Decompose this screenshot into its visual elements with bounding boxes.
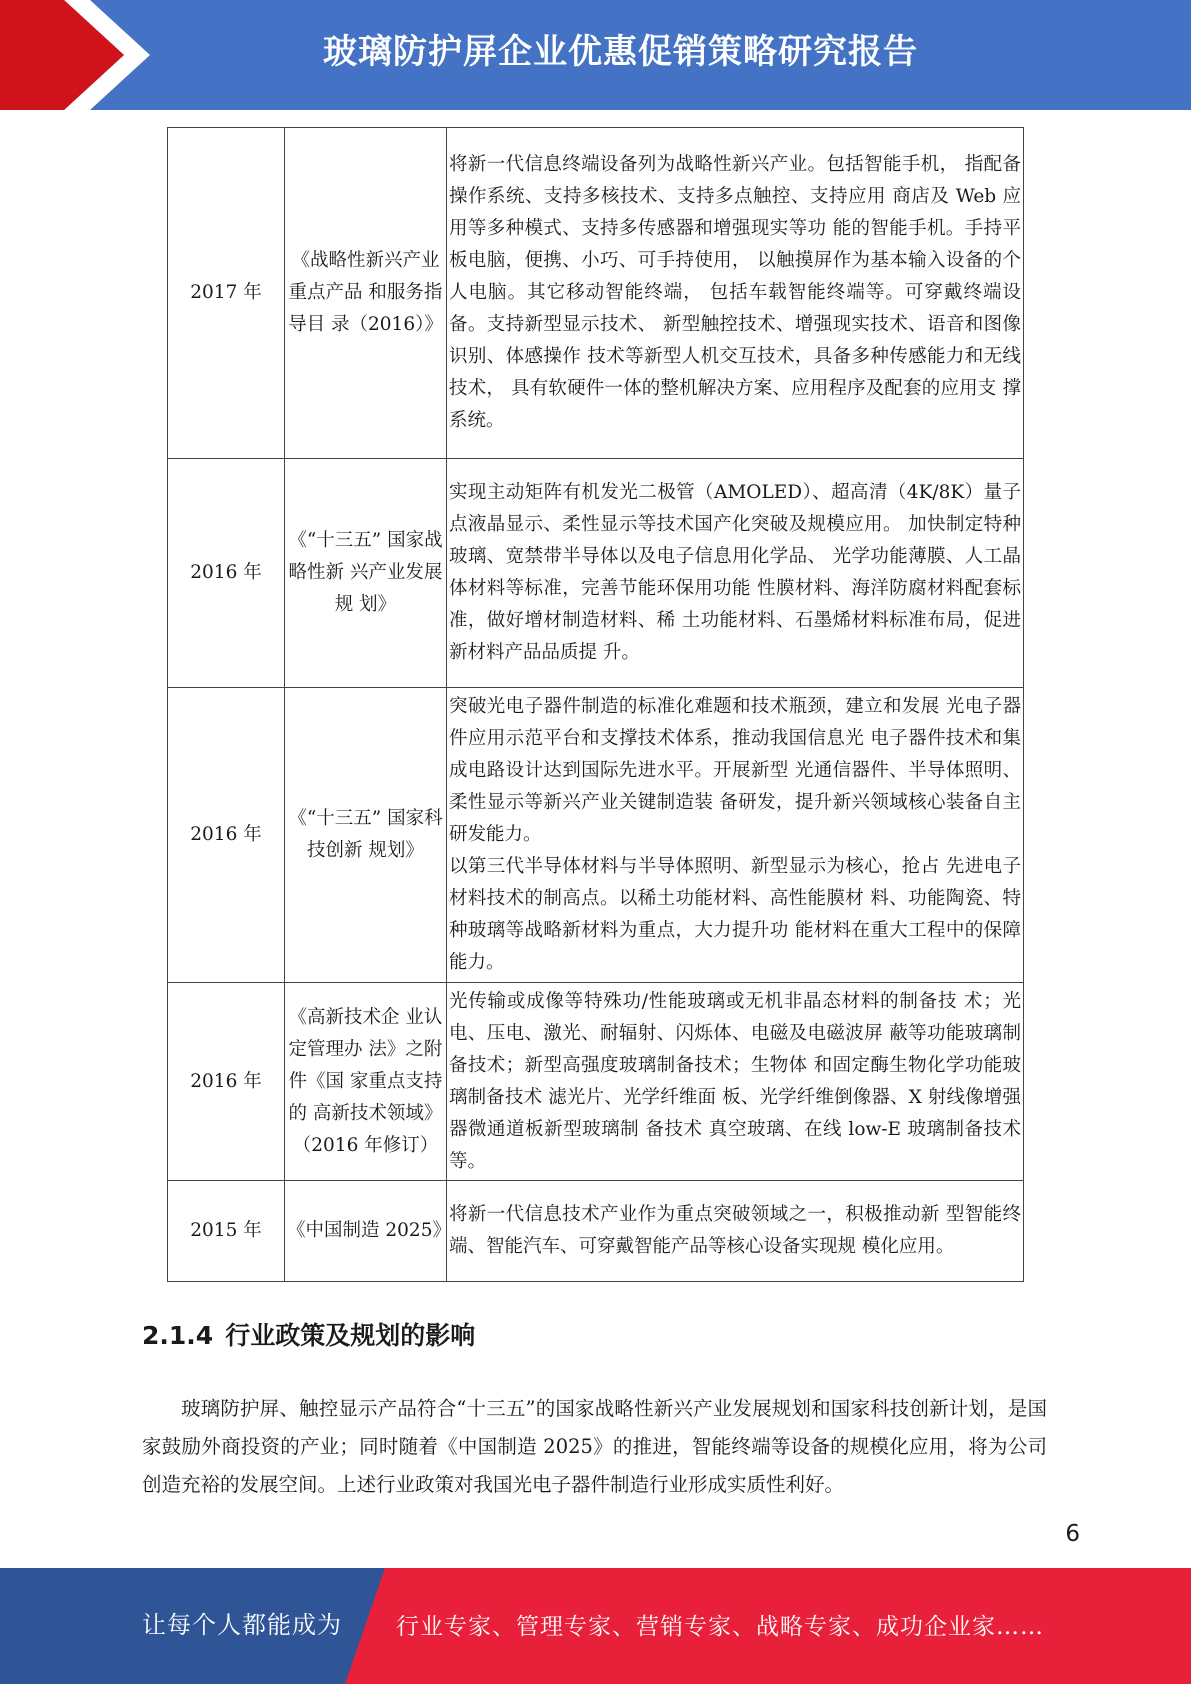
report-title: 玻璃防护屏企业优惠促销策略研究报告 [323, 32, 918, 72]
policy-content-paragraph: 突破光电子器件制造的标准化难题和技术瓶颈，建立和发展 光电子器件应用示范平台和支撑技术体系，推动我国信息光 电子器件技术和集成电路设计达到国际先进水平。开展新型 光通信器件、半导体照明、柔性显示等新兴产业关键制造装 备研发，提升新兴领域核心装备自主研发能力。 [449, 696, 1021, 845]
page-footer [0, 1568, 1191, 1684]
footer-slogan-left: 让每个人都能成为 [142, 1611, 342, 1639]
table-row [168, 459, 1024, 688]
policy-document: 《“十三五” 国家战略性新 兴产业发展规 划》 [285, 459, 447, 688]
table-row [168, 983, 1024, 1181]
policy-year: 2015 年 [168, 1181, 285, 1282]
policy-document: 《战略性新兴产业重点产品 和服务指导目 录（2016）》 [285, 128, 447, 459]
table-row [168, 1181, 1024, 1282]
page-number: 6 [1065, 1521, 1080, 1547]
policy-content-paragraph: 光传输或成像等特殊功/性能玻璃或无机非晶态材料的制备技 术；光电、压电、激光、耐辐射、闪烁体、电磁及电磁波屏 蔽等功能玻璃制备技术；新型高强度玻璃制备技术；生物体 和固定酶生物化学功能玻璃制备技术 滤光片、光学纤维面 板、光学纤维倒像器、X 射线像增强器微通道板新型玻璃制 备技术 真空玻璃、在线 low-E 玻璃制备技术等。 [449, 990, 1021, 1172]
policy-content-paragraph: 实现主动矩阵有机发光二极管（AMOLED）、超高清（4K/8K）量子点液晶显示、柔性显示等技术国产化突破及规模应用。 加快制定特种玻璃、宽禁带半导体以及电子信息用化学品、 光学功能薄膜、人工晶体材料等标准，完善节能环保用功能 性膜材料、海洋防腐材料配套标准，做好增材制造材料、稀 土功能材料、石墨烯材料标准布局，促进新材料产品品质提 升。 [449, 482, 1021, 663]
section-number: 2.1.4 [142, 1321, 214, 1350]
page-header [0, 0, 1191, 110]
policy-year: 2016 年 [168, 688, 285, 983]
policy-table [167, 127, 1024, 1282]
policy-content [447, 983, 1024, 1181]
policy-document: 《中国制造 2025》 [285, 1181, 447, 1282]
section-title: 行业政策及规划的影响 [225, 1321, 476, 1350]
table-row [168, 128, 1024, 459]
policy-content-paragraph: 以第三代半导体材料与半导体照明、新型显示为核心，抢占 先进电子材料技术的制高点。以稀土功能材料、高性能膜材 料、功能陶瓷、特种玻璃等战略新材料为重点，大力提升功 能材料在重大工程中的保障能力。 [449, 856, 1021, 973]
header-chevron-icon [0, 0, 150, 110]
policy-content [447, 688, 1024, 983]
policy-content-paragraph: 将新一代信息技术产业作为重点突破领域之一，积极推动新 型智能终端、智能汽车、可穿戴智能产品等核心设备实现规 模化应用。 [449, 1204, 1021, 1257]
policy-year: 2016 年 [168, 983, 285, 1181]
policy-document: 《高新技术企 业认定管理办 法》之附件《国 家重点支持的 高新技术领域》（2016 年修订） [285, 983, 447, 1181]
policy-year: 2016 年 [168, 459, 285, 688]
policy-content [447, 1181, 1024, 1282]
policy-content [447, 459, 1024, 688]
policy-year: 2017 年 [168, 128, 285, 459]
section-heading [142, 1318, 475, 1354]
policy-content [447, 128, 1024, 459]
policy-content-paragraph: 将新一代信息终端设备列为战略性新兴产业。包括智能手机， 指配备操作系统、支持多核技术、支持多点触控、支持应用 商店及 Web 应用等多种模式、支持多传感器和增强现实等功 能的智能手机。手持平板电脑，便携、小巧、可手持使用， 以触摸屏作为基本输入设备的个人电脑。其它移动智能终端， 包括车载智能终端等。可穿戴终端设备。支持新型显示技术、 新型触控技术、增强现实技术、语音和图像识别、体感操作 技术等新型人机交互技术，具备多种传感能力和无线技术， 具有软硬件一体的整机解决方案、应用程序及配套的应用支 撑系统。 [449, 154, 1021, 431]
table-row [168, 688, 1024, 983]
section-paragraph: 玻璃防护屏、触控显示产品符合“十三五”的国家战略性新兴产业发展规划和国家科技创新计划，是国家鼓励外商投资的产业；同时随着《中国制造 2025》的推进，智能终端等设备的规模化应用，将为公司创造充裕的发展空间。上述行业政策对我国光电子器件制造行业形成实质性利好。 [142, 1397, 1047, 1496]
policy-document: 《“十三五” 国家科技创新 规划》 [285, 688, 447, 983]
footer-slogan-right: 行业专家、管理专家、营销专家、战略专家、成功企业家…… [396, 1614, 1044, 1640]
